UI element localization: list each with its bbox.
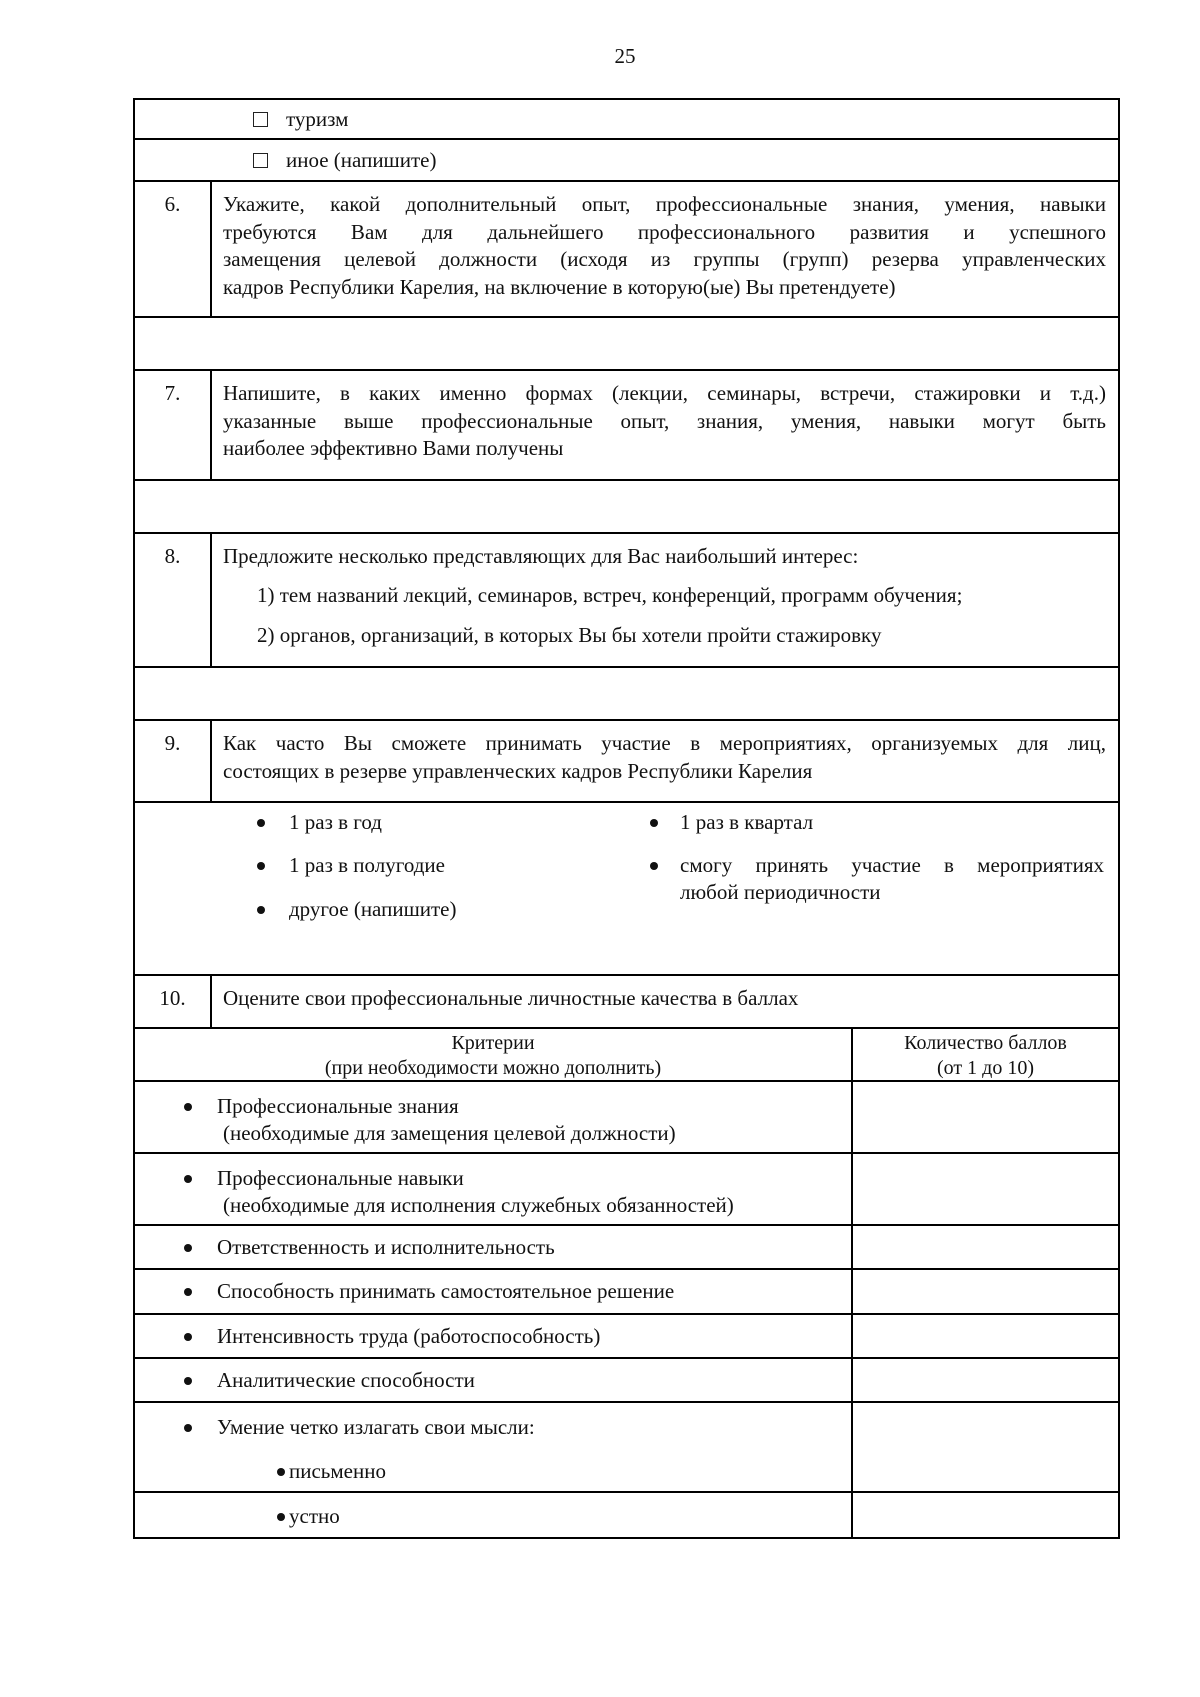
- criteria-cell: [135, 1315, 853, 1357]
- score-input[interactable]: [853, 1403, 1118, 1491]
- criteria-sub-label: письменно: [289, 1459, 386, 1483]
- checkbox-label: туризм: [286, 106, 349, 131]
- criteria-sub-label: устно: [289, 1504, 340, 1528]
- question-text: [212, 182, 1118, 316]
- question-line: Предложите несколько представляющих для Вас наибольший интерес:: [223, 544, 859, 568]
- bullet-icon: [277, 1468, 285, 1476]
- question-line: наиболее эффективно Вами получены: [223, 436, 564, 460]
- criteria-label: Профессиональные навыки: [217, 1166, 464, 1190]
- criteria-label: Аналитические способности: [217, 1368, 475, 1392]
- score-input[interactable]: [853, 1493, 1118, 1537]
- score-input[interactable]: [853, 1359, 1118, 1401]
- question-subitem: 2) органов, организаций, в которых Вы бы хотели пройти стажировку: [257, 622, 882, 647]
- criteria-row: [133, 1226, 1120, 1270]
- criteria-cell: [135, 1359, 853, 1401]
- question-line: Напишите, в каких именно формах (лекции, семинары, встречи, стажировки и т.д.): [223, 381, 1106, 405]
- criteria-label: Умение четко излагать свои мысли:: [217, 1415, 535, 1439]
- question-line: замещения целевой должности (исходя из группы (групп) резерва управленческих: [223, 247, 1106, 271]
- criteria-label: Ответственность и исполнительность: [217, 1235, 555, 1259]
- checkbox-label: иное (напишите): [286, 147, 437, 172]
- question-text: [212, 534, 1118, 666]
- bullet-icon: [184, 1377, 192, 1385]
- question-number: 10.: [135, 976, 212, 1027]
- question-9: [133, 721, 1120, 803]
- option-any-frequency[interactable]: смогу принять участие в мероприятиях: [680, 853, 1104, 877]
- bullet-icon: [184, 1103, 192, 1111]
- bullet-icon: [257, 906, 265, 914]
- question-8: [133, 534, 1120, 668]
- checkbox-icon[interactable]: [253, 112, 268, 127]
- checkbox-row-other[interactable]: [133, 140, 1120, 182]
- bullet-icon: [257, 862, 265, 870]
- criteria-row: [133, 1359, 1120, 1403]
- criteria-row: [133, 1154, 1120, 1226]
- question-line: Укажите, какой дополнительный опыт, профессиональные знания, умения, навыки: [223, 192, 1106, 216]
- frequency-options: [133, 803, 1120, 976]
- question-number: 9.: [135, 721, 212, 801]
- question-text: [212, 721, 1118, 801]
- score-input[interactable]: [853, 1154, 1118, 1224]
- criteria-cell: [135, 1270, 853, 1313]
- bullet-icon: [650, 862, 658, 870]
- bullet-icon: [277, 1513, 285, 1521]
- criteria-row: [133, 1403, 1120, 1493]
- question-line: требуются Вам для дальнейшего профессионального развития и успешного: [223, 219, 1106, 244]
- header-line: Количество баллов: [904, 1032, 1067, 1054]
- bullet-icon: [184, 1333, 192, 1341]
- question-subitem: 1) тем названий лекций, семинаров, встреч, конференций, программ обучения;: [257, 582, 963, 607]
- checkbox-row-tourism[interactable]: [133, 98, 1120, 140]
- bullet-icon: [184, 1244, 192, 1252]
- question-number: 6.: [135, 182, 212, 316]
- score-column-header: [853, 1029, 1118, 1080]
- question-10: [133, 976, 1120, 1029]
- score-input[interactable]: [853, 1082, 1118, 1152]
- question-6: [133, 182, 1120, 318]
- question-7: [133, 371, 1120, 481]
- option-half-year[interactable]: 1 раз в полугодие: [289, 853, 445, 877]
- bullet-icon: [184, 1424, 192, 1432]
- option-other[interactable]: другое (напишите): [289, 897, 457, 921]
- page-number: 25: [614, 44, 636, 68]
- checkbox-icon[interactable]: [253, 153, 268, 168]
- criteria-row: [133, 1082, 1120, 1154]
- score-input[interactable]: [853, 1226, 1118, 1268]
- question-line: Как часто Вы сможете принимать участие в мероприятиях, организуемых для лиц,: [223, 731, 1106, 755]
- criteria-label: Профессиональные знания: [217, 1094, 459, 1118]
- criteria-cell: [135, 1082, 853, 1152]
- question-line: Оцените свои профессиональные личностные качества в баллах: [223, 986, 799, 1010]
- question-line: состоящих в резерве управленческих кадров Республики Карелия: [223, 758, 813, 783]
- criteria-cell: [135, 1403, 853, 1491]
- question-line: указанные выше профессиональные опыт, знания, умения, навыки могут быть: [223, 408, 1106, 433]
- question-text: [212, 371, 1118, 479]
- option-yearly[interactable]: 1 раз в год: [289, 810, 382, 834]
- criteria-cell: [135, 1154, 853, 1224]
- criteria-cell: [135, 1493, 853, 1537]
- criteria-row: [133, 1493, 1120, 1539]
- questionnaire-table: [133, 98, 1120, 1539]
- score-input[interactable]: [853, 1315, 1118, 1357]
- question-number: 8.: [135, 534, 212, 666]
- question-text: [212, 976, 1118, 1027]
- bullet-icon: [257, 819, 265, 827]
- score-input[interactable]: [853, 1270, 1118, 1313]
- answer-field-6[interactable]: [133, 318, 1120, 371]
- header-line: (от 1 до 10): [937, 1057, 1034, 1079]
- criteria-label: Интенсивность труда (работоспособность): [217, 1324, 601, 1348]
- bullet-icon: [184, 1175, 192, 1183]
- option-any-frequency-cont: любой периодичности: [680, 880, 881, 904]
- header-line: (при необходимости можно дополнить): [324, 1057, 662, 1079]
- header-line: Критерии: [451, 1032, 535, 1054]
- bullet-icon: [650, 819, 658, 827]
- answer-field-8[interactable]: [133, 668, 1120, 721]
- criteria-column-header: [135, 1029, 853, 1080]
- criteria-note: (необходимые для исполнения служебных обязанностей): [223, 1193, 734, 1217]
- question-line: кадров Республики Карелия, на включение в которую(ые) Вы претендуете): [223, 274, 896, 299]
- criteria-row: [133, 1270, 1120, 1315]
- bullet-icon: [184, 1288, 192, 1296]
- option-quarterly[interactable]: 1 раз в квартал: [680, 810, 814, 834]
- criteria-row: [133, 1315, 1120, 1359]
- criteria-header: [133, 1029, 1120, 1082]
- question-number: 7.: [135, 371, 212, 479]
- criteria-cell: [135, 1226, 853, 1268]
- criteria-note: (необходимые для замещения целевой должности): [223, 1121, 676, 1145]
- answer-field-7[interactable]: [133, 481, 1120, 534]
- criteria-label: Способность принимать самостоятельное решение: [217, 1279, 675, 1303]
